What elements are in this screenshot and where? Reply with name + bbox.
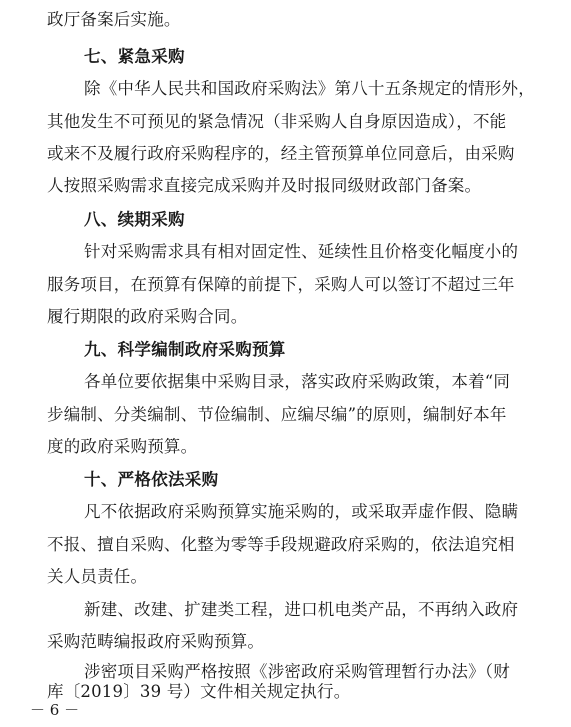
paragraph-line: 度的政府采购预算。 — [47, 437, 198, 456]
section-heading-lawful-procurement: 十、严格依法采购 — [84, 470, 219, 489]
paragraph-line: 除《中华人民共和国政府采购法》第八十五条规定的情形外， — [84, 79, 535, 98]
paragraph-line: 针对采购需求具有相对固定性、延续性且价格变化幅度小的 — [84, 242, 519, 261]
paragraph-line: 采购范畴编报政府采购预算。 — [47, 632, 265, 651]
paragraph-line: 各单位要依据集中采购目录，落实政府采购政策，本着“同 — [84, 372, 511, 391]
paragraph-line: 服务项目，在预算有保障的前提下，采购人可以签订不超过三年 — [47, 275, 515, 294]
paragraph-line: 关人员责任。 — [47, 567, 148, 586]
paragraph-line: 政厅备案后实施。 — [47, 10, 181, 29]
paragraph-line: 库〔2019〕39 号）文件相关规定执行。 — [47, 682, 351, 701]
paragraph-line: 步编制、分类编制、节俭编制、应编尽编”的原则，编制好本年 — [47, 405, 507, 424]
paragraph-line: 凡不依据政府采购预算实施采购的，或采取弄虚作假、隐瞒 — [84, 502, 519, 521]
section-heading-renewal-procurement: 八、续期采购 — [84, 210, 185, 229]
section-heading-budget-compilation: 九、科学编制政府采购预算 — [84, 340, 286, 359]
paragraph-line: 或来不及履行政府采购程序的，经主管预算单位同意后，由采购 — [47, 144, 515, 163]
paragraph-line: 人按照采购需求直接完成采购并及时报同级财政部门备案。 — [47, 176, 482, 195]
paragraph-line: 履行期限的政府采购合同。 — [47, 307, 248, 326]
section-heading-emergency-procurement: 七、紧急采购 — [84, 47, 185, 66]
page-number: － 6 － — [30, 701, 80, 719]
paragraph-line: 涉密项目采购严格按照《涉密政府采购管理暂行办法》（财 — [84, 662, 510, 681]
paragraph-line: 新建、改建、扩建类工程，进口机电类产品，不再纳入政府 — [84, 600, 519, 619]
paragraph-line: 不报、擅自采购、化整为零等手段规避政府采购的，依法追究相 — [47, 535, 515, 554]
paragraph-line: 其他发生不可预见的紧急情况（非采购人自身原因造成），不能 — [47, 112, 507, 131]
